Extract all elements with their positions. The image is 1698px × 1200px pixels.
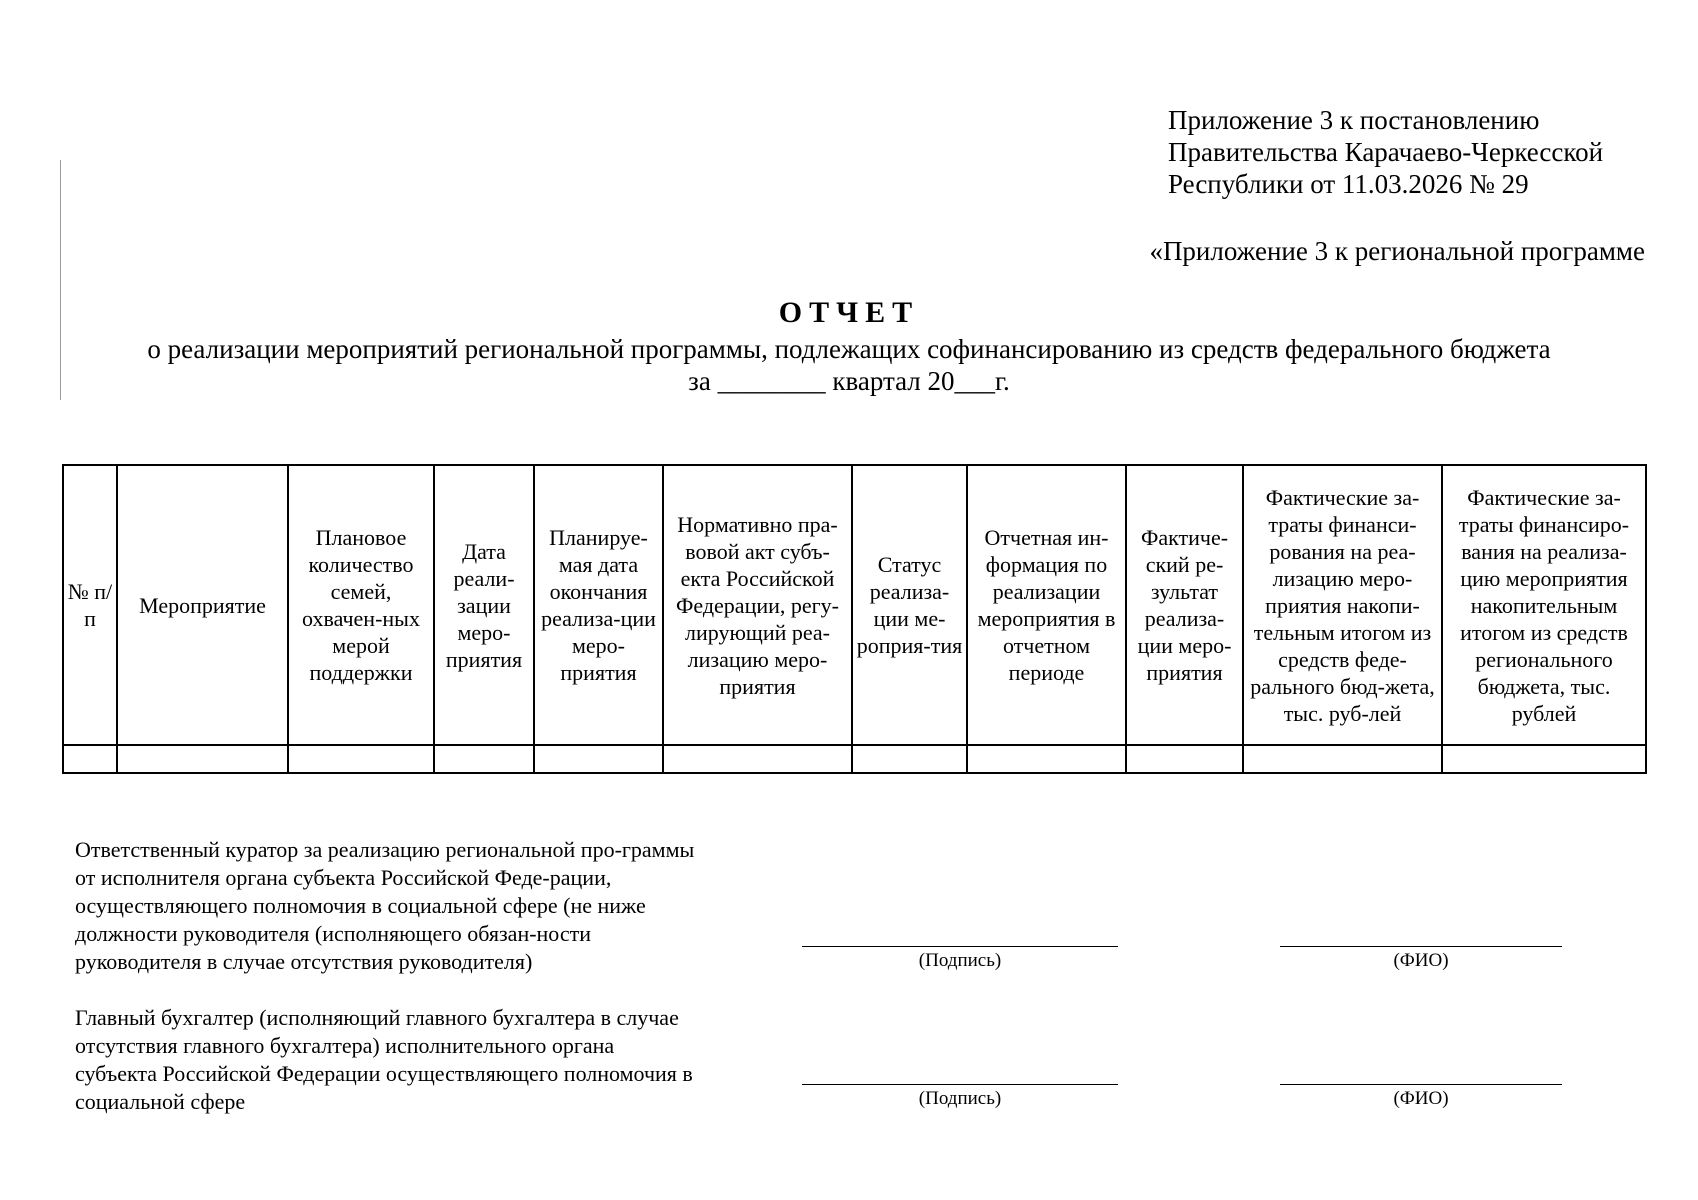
curator-signature-caption: (Подпись) bbox=[918, 950, 1002, 971]
curator-signature-line[interactable] bbox=[802, 946, 1118, 947]
appendix-header-line-3: Республики от 11.03.2026 № 29 bbox=[1168, 169, 1529, 199]
accountant-signature-caption: (Подпись) bbox=[918, 1088, 1002, 1109]
column-header-regional-costs: Фактические за-траты финансиро-вания на реализа-цию мероприятия накопительным итогом из средств регионального бюджета, тыс. рублей bbox=[1442, 465, 1646, 745]
report-table bbox=[62, 464, 1647, 774]
table-row bbox=[63, 745, 1646, 773]
table-cell[interactable] bbox=[1243, 745, 1442, 773]
column-header-planned-end-date: Планируе-мая дата окончания реализа-ции меро-приятия bbox=[534, 465, 663, 745]
table-cell[interactable] bbox=[63, 745, 117, 773]
report-subtitle: о реализации мероприятий региональной программы, подлежащих софинансированию из средств федерального бюджета bbox=[147, 334, 1551, 364]
column-header-actual-result: Фактиче-ский ре-зультат реализа-ции меро-приятия bbox=[1126, 465, 1243, 745]
table-cell[interactable] bbox=[1126, 745, 1243, 773]
report-period: за ________ квартал 20___г. bbox=[688, 366, 1010, 396]
table-cell[interactable] bbox=[117, 745, 288, 773]
column-header-federal-costs: Фактические за-траты финанси-рования на реа-лизацию меро-приятия накопи-тельным итогом из средств феде-рального бюд-жета, тыс. руб-лей bbox=[1243, 465, 1442, 745]
curator-name-caption: (ФИО) bbox=[1393, 950, 1449, 971]
appendix-header bbox=[1168, 104, 1603, 200]
curator-text: Ответственный куратор за реализацию региональной про-граммы от исполнителя органа субъекта Российской Феде-рации, осуществляющего полномочия в социальной сфере (не ниже должности руководителя (исполняющего обязан-ности руководителя в случае отсутствия руководителя) bbox=[75, 837, 695, 974]
table-header-row bbox=[63, 465, 1646, 745]
report-title: ОТЧЕТ bbox=[778, 296, 920, 329]
column-header-date: Дата реали-зации меро-приятия bbox=[434, 465, 534, 745]
appendix-quote: «Приложение 3 к региональной программе bbox=[1149, 236, 1645, 266]
accountant-text: Главный бухгалтер (исполняющий главного бухгалтера в случае отсутствия главного бухгалтера) исполнительного органа субъекта Российской Федерации осуществляющего полномочия в социальной сфере bbox=[75, 1005, 693, 1114]
table-cell[interactable] bbox=[852, 745, 967, 773]
accountant-signature-line[interactable] bbox=[802, 1084, 1118, 1085]
table-cell[interactable] bbox=[663, 745, 852, 773]
table-cell[interactable] bbox=[534, 745, 663, 773]
table-cell[interactable] bbox=[1442, 745, 1646, 773]
accountant-name-caption: (ФИО) bbox=[1393, 1088, 1449, 1109]
accountant-name-line[interactable] bbox=[1280, 1084, 1562, 1085]
table-cell[interactable] bbox=[288, 745, 434, 773]
column-header-report-info: Отчетная ин-формация по реализации мероприятия в отчетном периоде bbox=[967, 465, 1126, 745]
curator-name-line[interactable] bbox=[1280, 946, 1562, 947]
column-header-event: Мероприятие bbox=[117, 465, 288, 745]
appendix-header-line-1: Приложение 3 к постановлению bbox=[1168, 105, 1540, 135]
table-cell[interactable] bbox=[434, 745, 534, 773]
column-header-number: № п/п bbox=[63, 465, 117, 745]
column-header-legal-act: Нормативно пра-вовой акт субъ-екта Российской Федерации, регу-лирующий реа-лизацию меро-приятия bbox=[663, 465, 852, 745]
appendix-header-line-2: Правительства Карачаево-Черкесской bbox=[1168, 137, 1604, 167]
table-cell[interactable] bbox=[967, 745, 1126, 773]
column-header-status: Статус реализа-ции ме-роприя-тия bbox=[852, 465, 967, 745]
column-header-planned-families: Плановое количество семей, охвачен-ных мерой поддержки bbox=[288, 465, 434, 745]
